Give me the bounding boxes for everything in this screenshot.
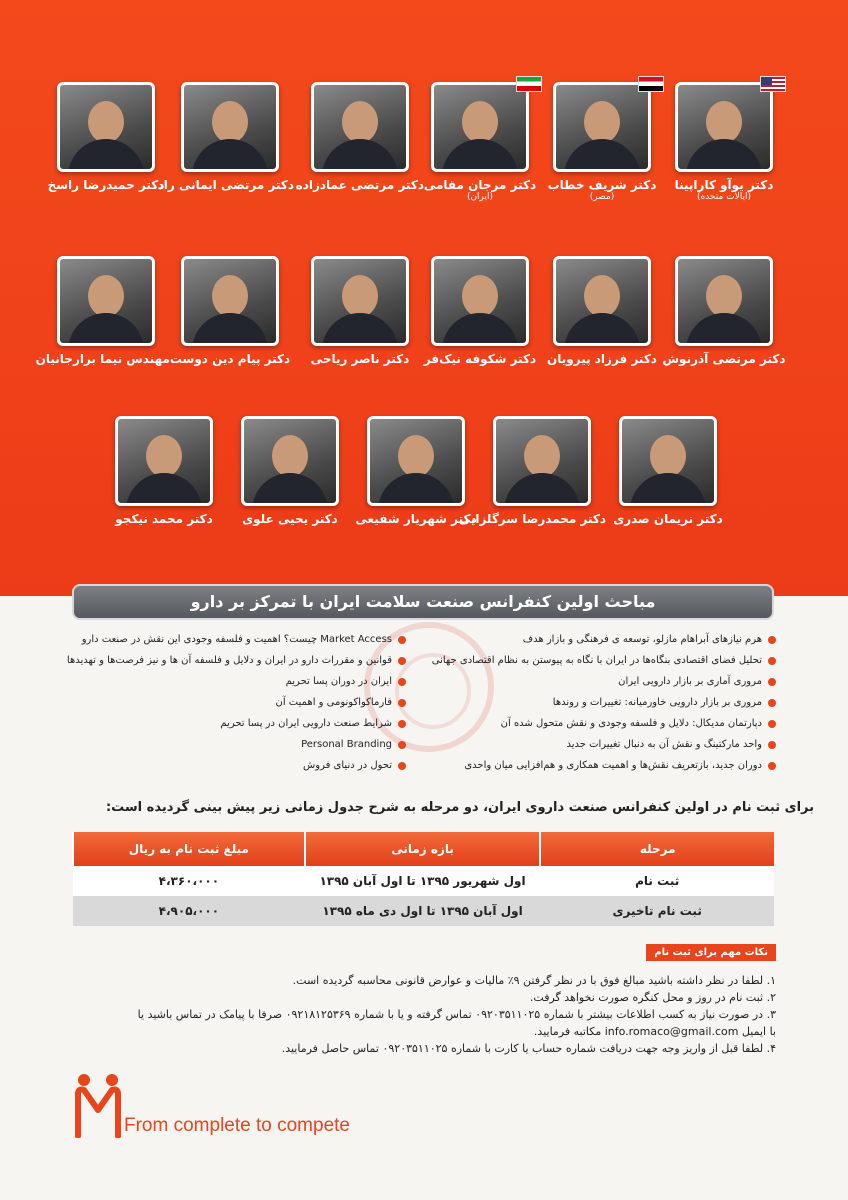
list-item: مروری آماری بر بازار دارویی ایران	[436, 674, 776, 695]
speaker-photo	[493, 416, 591, 506]
speaker-photo	[115, 416, 213, 506]
list-item: Market Access چیست؟ اهمیت و فلسفه وجودی این نقش در صنعت دارو	[66, 632, 406, 653]
speaker-card	[296, 256, 424, 366]
speaker-name: دکتر نریمان صدری	[613, 512, 723, 526]
company-logo-icon	[72, 1072, 124, 1138]
iran-flag-icon	[516, 76, 542, 92]
egypt-flag-icon	[638, 76, 664, 92]
speaker-photo	[57, 82, 155, 172]
list-item: هرم نیازهای آبراهام مازلو، توسعه ی فرهنگی و بازار هدف	[436, 632, 776, 653]
speaker-country: (مصر)	[589, 192, 615, 202]
table-cell: ۴،۳۶۰،۰۰۰	[73, 866, 305, 896]
speaker-name: دکتر شریف خطاب	[547, 178, 657, 192]
note-item: ۲. ثبت نام در روز و محل کنگره صورت نخواهد گرفت.	[529, 991, 776, 1004]
note-item: ۴. لطفا قبل از واریز وجه جهت دریافت شماره حساب یا کارت با شماره ۰۹۲۰۳۵۱۱۰۲۵ تماس حاصل فرمایید.	[281, 1042, 776, 1055]
speaker-card	[352, 416, 480, 526]
speaker-name: دکتر فرزاد پیرویان	[547, 352, 657, 366]
usa-flag-icon	[760, 76, 786, 92]
registration-table	[72, 832, 774, 926]
speaker-name: دکتر پیام دین دوست	[169, 352, 291, 366]
speaker-card	[42, 82, 170, 192]
speaker-photo	[57, 256, 155, 346]
speaker-card	[604, 416, 732, 526]
speaker-photo	[431, 82, 529, 172]
slogan: From complete to compete	[124, 1115, 350, 1136]
table-header: مبلغ ثبت نام به ریال	[73, 832, 305, 866]
list-item: تحول در دنیای فروش	[66, 758, 406, 779]
registration-intro: برای ثبت نام در اولین کنفرانس صنعت داروی ایران، دو مرحله به شرح جدول زمانی زیر پیش بینی گردیده است:	[105, 800, 814, 815]
table-cell: ثبت نام تاخیری	[540, 896, 774, 926]
speaker-name: دکتر یحیی علوی	[242, 512, 338, 526]
speaker-name: دکتر مرجان مقامی	[423, 178, 537, 192]
note-item: ۳. در صورت نیاز به کسب اطلاعات بیشتر با شماره ۰۹۲۰۳۵۱۱۰۲۵ تماس گرفته و یا با شماره ۰۹۲۱۸۱۲۵۳۶۹ صرفا با پیامک در تماس باشید یا	[137, 1008, 776, 1021]
speaker-photo	[241, 416, 339, 506]
speaker-name: دکتر حمیدرضا راسخ	[47, 178, 165, 192]
topics-list-right	[431, 632, 776, 779]
list-item: دپارتمان مدیکال: دلایل و فلسفه وجودی و نقش متحول شده آن	[436, 716, 776, 737]
list-item: Personal Branding	[66, 737, 406, 758]
speaker-photo	[181, 82, 279, 172]
speaker-card	[35, 256, 170, 366]
list-item: دوران جدید، بازتعریف نقش‌ها و اهمیت همکاری و هم‌افزایی میان واحدی	[436, 758, 776, 779]
speaker-name: دکتر مرتضی ایمانی راد	[157, 178, 294, 192]
speaker-card	[538, 82, 666, 202]
speaker-name: دکتر ناصر ریاحی	[310, 352, 410, 366]
speaker-photo	[675, 256, 773, 346]
speaker-card	[660, 256, 788, 366]
speaker-country: (ایران)	[466, 192, 494, 202]
list-item: قوانین و مقررات دارو در ایران و دلایل و فلسفه آن ها و نیز فرصت‌ها و تهدیدها	[66, 653, 406, 674]
speaker-name: دکتر محمدرضا سرگلزایی	[458, 512, 606, 526]
table-row	[73, 896, 774, 926]
speaker-name: دکتر شکوفه نیک‌فر	[423, 352, 537, 366]
speaker-photo	[311, 256, 409, 346]
speaker-photo	[619, 416, 717, 506]
speaker-card	[296, 82, 424, 192]
note-item: با ایمیل info.romaco@gmail.com مکاتبه فرمایید.	[533, 1025, 776, 1038]
table-cell: اول شهریور ۱۳۹۵ تا اول آبان ۱۳۹۵	[305, 866, 541, 896]
table-row	[73, 866, 774, 896]
speaker-photo	[675, 82, 773, 172]
speaker-name: دکتر شهریار شفیعی	[355, 512, 477, 526]
speaker-card	[538, 256, 666, 366]
speaker-name: دکتر مرتضی عمادزاده	[295, 178, 424, 192]
table-cell: ۴،۹۰۵،۰۰۰	[73, 896, 305, 926]
speaker-photo	[181, 256, 279, 346]
speaker-photo	[367, 416, 465, 506]
speaker-photo	[553, 82, 651, 172]
speaker-name: دکتر محمد نیکجو	[115, 512, 213, 526]
speaker-name: دکتر مرتضی آذرنوش	[662, 352, 786, 366]
speaker-card	[416, 82, 544, 202]
topics-banner: مباحث اولین کنفرانس صنعت سلامت ایران با تمرکز بر دارو	[72, 584, 774, 620]
table-header: بازه زمانی	[305, 832, 541, 866]
speaker-card	[226, 416, 354, 526]
topics-list-left	[66, 632, 406, 779]
list-item: مروری بر بازار دارویی خاورمیانه: تغییرات و روندها	[436, 695, 776, 716]
notes-list	[72, 972, 776, 1057]
table-cell: ثبت نام	[540, 866, 774, 896]
list-item: واحد مارکتینگ و نقش آن به دنبال تغییرات جدید	[436, 737, 776, 758]
speaker-name: مهندس نیما برارجانیان	[35, 352, 170, 366]
list-item: ایران در دوران پسا تحریم	[66, 674, 406, 695]
note-item: ۱. لطفا در نظر داشته باشید مبالغ فوق با در نظر گرفتن ۹٪ مالیات و عوارض قانونی محاسبه گردیده است.	[292, 974, 776, 987]
speaker-country: (ایالات متحده)	[696, 192, 752, 202]
speaker-photo	[311, 82, 409, 172]
list-item: شرایط صنعت دارویی ایران در پسا تحریم	[66, 716, 406, 737]
speaker-name: دکتر یوآو کاراپینا	[674, 178, 774, 192]
table-header: مرحله	[540, 832, 774, 866]
speaker-photo	[431, 256, 529, 346]
speaker-card	[157, 82, 294, 192]
notes-title: نکات مهم برای ثبت نام	[646, 944, 776, 961]
speaker-card	[660, 82, 788, 202]
speaker-photo	[553, 256, 651, 346]
table-cell: اول آبان ۱۳۹۵ تا اول دی ماه ۱۳۹۵	[305, 896, 541, 926]
speaker-card	[458, 416, 606, 526]
list-item: فارماکواکونومی و اهمیت آن	[66, 695, 406, 716]
speaker-card	[416, 256, 544, 366]
speaker-card	[166, 256, 294, 366]
list-item: تحلیل فضای اقتصادی بنگاه‌ها در ایران با نگاه به پیوستن به نظام اقتصادی جهانی	[436, 653, 776, 674]
speaker-card	[100, 416, 228, 526]
